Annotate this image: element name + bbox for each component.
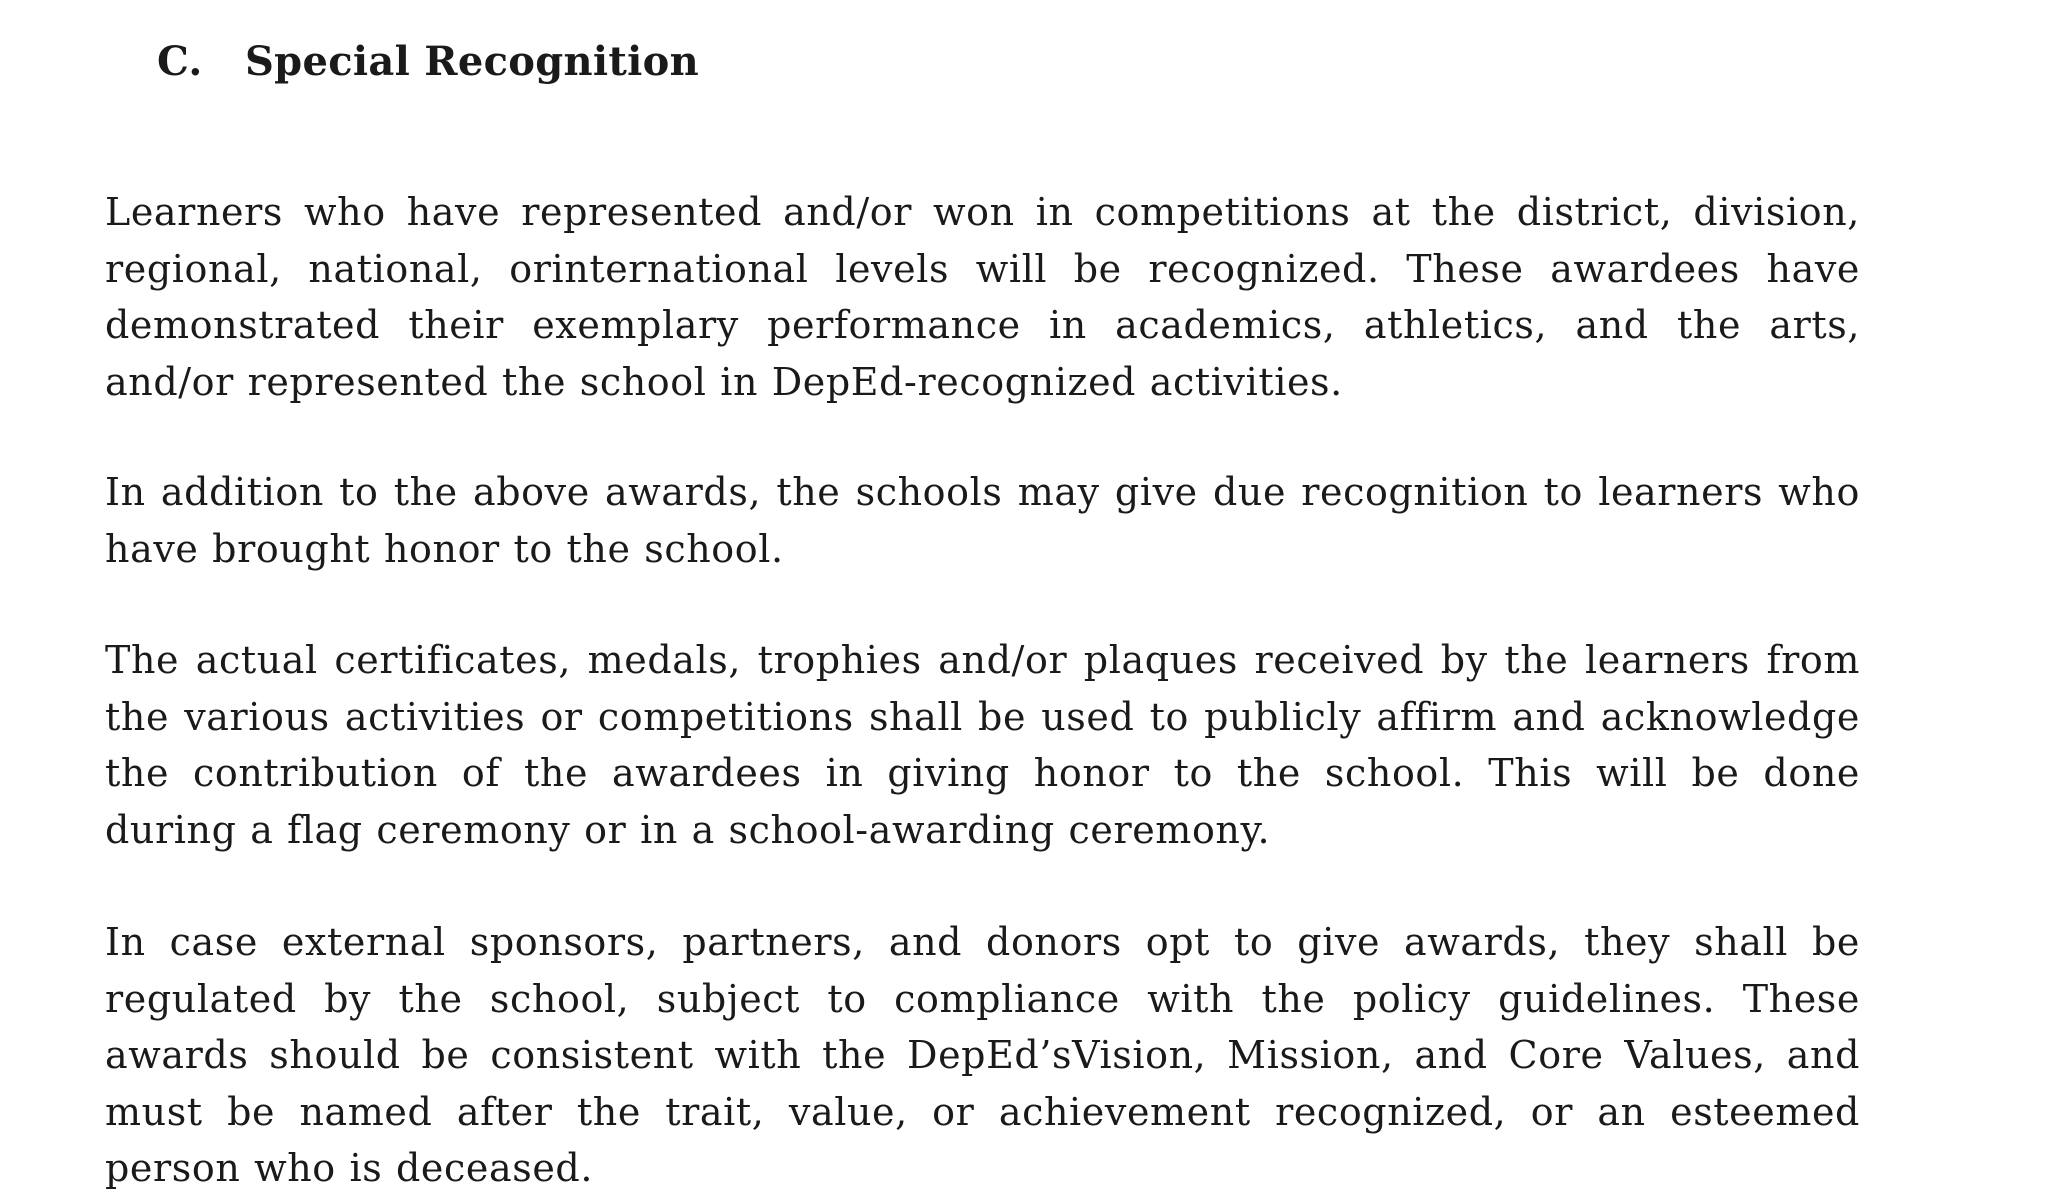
section-title: Special Recognition xyxy=(245,38,700,85)
paragraph-certificates-medals: The actual certificates, medals, trophies and/or plaques received by the learners from the various activities or competitions shall be used to publicly affirm and acknowledge the contribution of the awardees in giving honor to the school. This will be done during a flag ceremony or in a school-awarding ceremony. xyxy=(105,638,1860,852)
paragraph-external-sponsors: In case external sponsors, partners, and donors opt to give awards, they shall be regulated by the school, subject to compliance with the policy guidelines. These awards should be consistent with the DepEd’sVision, Mission, and Core Values, and must be named after the trait, value, or achievement recognized, or an esteemed person who is deceased. xyxy=(105,920,1860,1190)
section-letter: C. xyxy=(157,38,203,85)
section-heading xyxy=(157,34,699,90)
paragraph-due-recognition: In addition to the above awards, the schools may give due recognition to learners who have brought honor to the school. xyxy=(105,470,1860,571)
paragraph-competition-winners: Learners who have represented and/or won in competitions at the district, division, regional, national, orinternational levels will be recognized. These awardees have demonstrated their exemplary performance in academics, athletics, and the arts, and/or represented the school in DepEd-recognized activities. xyxy=(105,190,1860,404)
